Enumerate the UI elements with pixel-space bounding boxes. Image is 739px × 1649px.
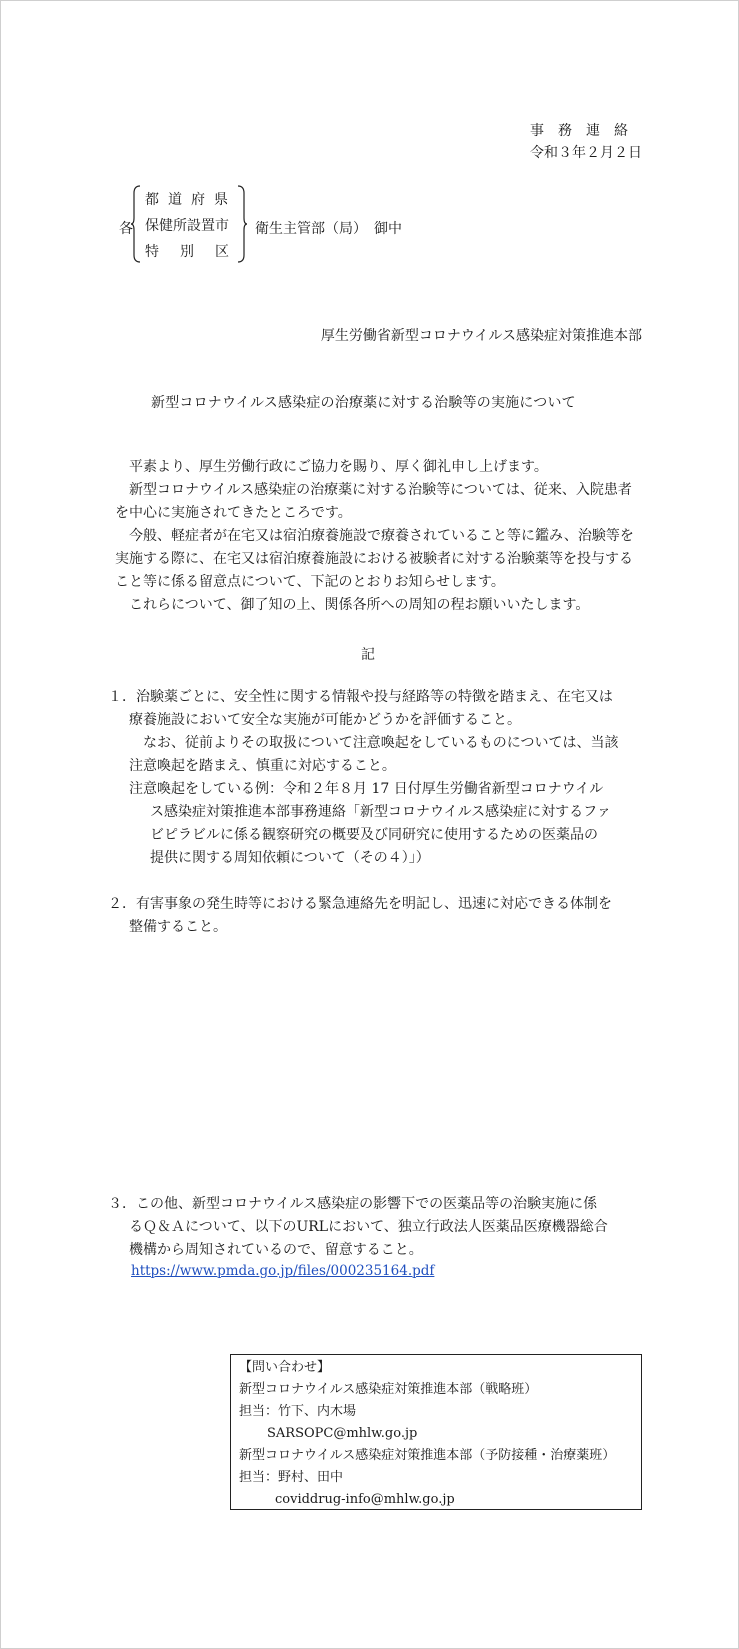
addressee-list xyxy=(145,187,250,265)
body-paragraph-3: 今般、軽症者が在宅又は宿泊療養施設で療養されていること等に鑑み、治験等を実施する際に、在宅又は宿泊療養施設における被験者に対する治験薬等を投与すること等に係る留意点について、下記のとおりお知らせします。 xyxy=(115,528,634,590)
document-subject: 新型コロナウイルス感染症の治療薬に対する治験等の実施について xyxy=(151,395,576,411)
item-1-example-4: 提供に関する周知依頼について（その４）」） xyxy=(150,850,430,866)
item-3 xyxy=(108,1193,648,1262)
contact-heading: 【問い合わせ】 xyxy=(239,1360,331,1375)
item-3-line-2: るＱ＆Ａについて、以下のURLにおいて、独立行政法人医薬品医療機器総合 xyxy=(129,1219,608,1235)
body-paragraph-1: 平素より、厚生労働行政にご協力を賜り、厚く御礼申し上げます。 xyxy=(129,459,548,475)
item-3-line-3: 機構から周知されているので、留意すること。 xyxy=(129,1242,423,1258)
addressee-item-wards: 特別区 xyxy=(145,244,250,260)
notice-type: 事務連絡 xyxy=(530,123,642,139)
item-1-line-2: 療養施設において安全な実施が可能かどうかを評価すること。 xyxy=(129,712,521,728)
left-brace-icon xyxy=(131,185,141,263)
item-1-note-b: 注意喚起を踏まえ、慎重に対応すること。 xyxy=(129,758,396,774)
body-paragraph-2: 新型コロナウイルス感染症の治療薬に対する治験等については、従来、入院患者を中心に実施されてきたところです。 xyxy=(115,482,632,521)
contact-staff-2: 担当：野村、田中 xyxy=(239,1470,344,1485)
document-date: 令和３年２月２日 xyxy=(530,145,642,161)
addressee-item-cities: 保健所設置市 xyxy=(145,218,229,234)
sender: 厚生労働省新型コロナウイルス感染症対策推進本部 xyxy=(320,328,642,344)
body-paragraph-4: これらについて、御了知の上、関係各所への周知の程お願いいたします。 xyxy=(129,597,590,613)
ki-heading: 記 xyxy=(361,647,375,663)
contact-email-1[interactable]: SARSOPC@mhlw.go.jp xyxy=(267,1426,418,1441)
item-3-line-1: ３．この他、新型コロナウイルス感染症の影響下での医薬品等の治験実施に係 xyxy=(108,1196,598,1212)
item-1-note-a: なお、従前よりその取扱について注意喚起をしているものについては、当該 xyxy=(143,735,619,751)
item-1-example-3: ビピラビルに係る観察研究の概要及び同研究に使用するための医薬品の xyxy=(150,827,598,843)
contact-staff-1: 担当：竹下、内木場 xyxy=(239,1404,357,1419)
contact-box xyxy=(230,1354,642,1510)
item-1-example-2: ス感染症対策推進本部事務連絡「新型コロナウイルス感染症に対するファ xyxy=(150,804,611,820)
pmda-qa-link[interactable]: https://www.pmda.go.jp/files/000235164.pdf xyxy=(131,1263,435,1279)
contact-office-1: 新型コロナウイルス感染症対策推進本部（戦略班） xyxy=(239,1382,538,1397)
item-1 xyxy=(108,686,648,870)
item-1-example-1: 注意喚起をしている例：令和２年８月 17 日付厚生労働省新型コロナウイル xyxy=(129,781,604,797)
contact-email-2[interactable]: coviddrug-info@mhlw.go.jp xyxy=(275,1492,455,1507)
item-2-line-1: ２．有害事象の発生時等における緊急連絡先を明記し、迅速に対応できる体制を xyxy=(108,896,612,912)
item-2-line-2: 整備すること。 xyxy=(129,919,227,935)
right-brace-icon xyxy=(237,185,247,263)
item-2 xyxy=(108,893,648,939)
addressee-suffix: 衛生主管部（局） 御中 xyxy=(255,221,402,237)
addressee-item-prefectures: 都道府県 xyxy=(145,192,237,208)
addressee-prefix: 各 xyxy=(119,221,133,237)
contact-office-2: 新型コロナウイルス感染症対策推進本部（予防接種・治療薬班） xyxy=(239,1448,616,1463)
item-1-line-1: １．治験薬ごとに、安全性に関する情報や投与経路等の特徴を踏まえ、在宅又は xyxy=(108,689,613,705)
